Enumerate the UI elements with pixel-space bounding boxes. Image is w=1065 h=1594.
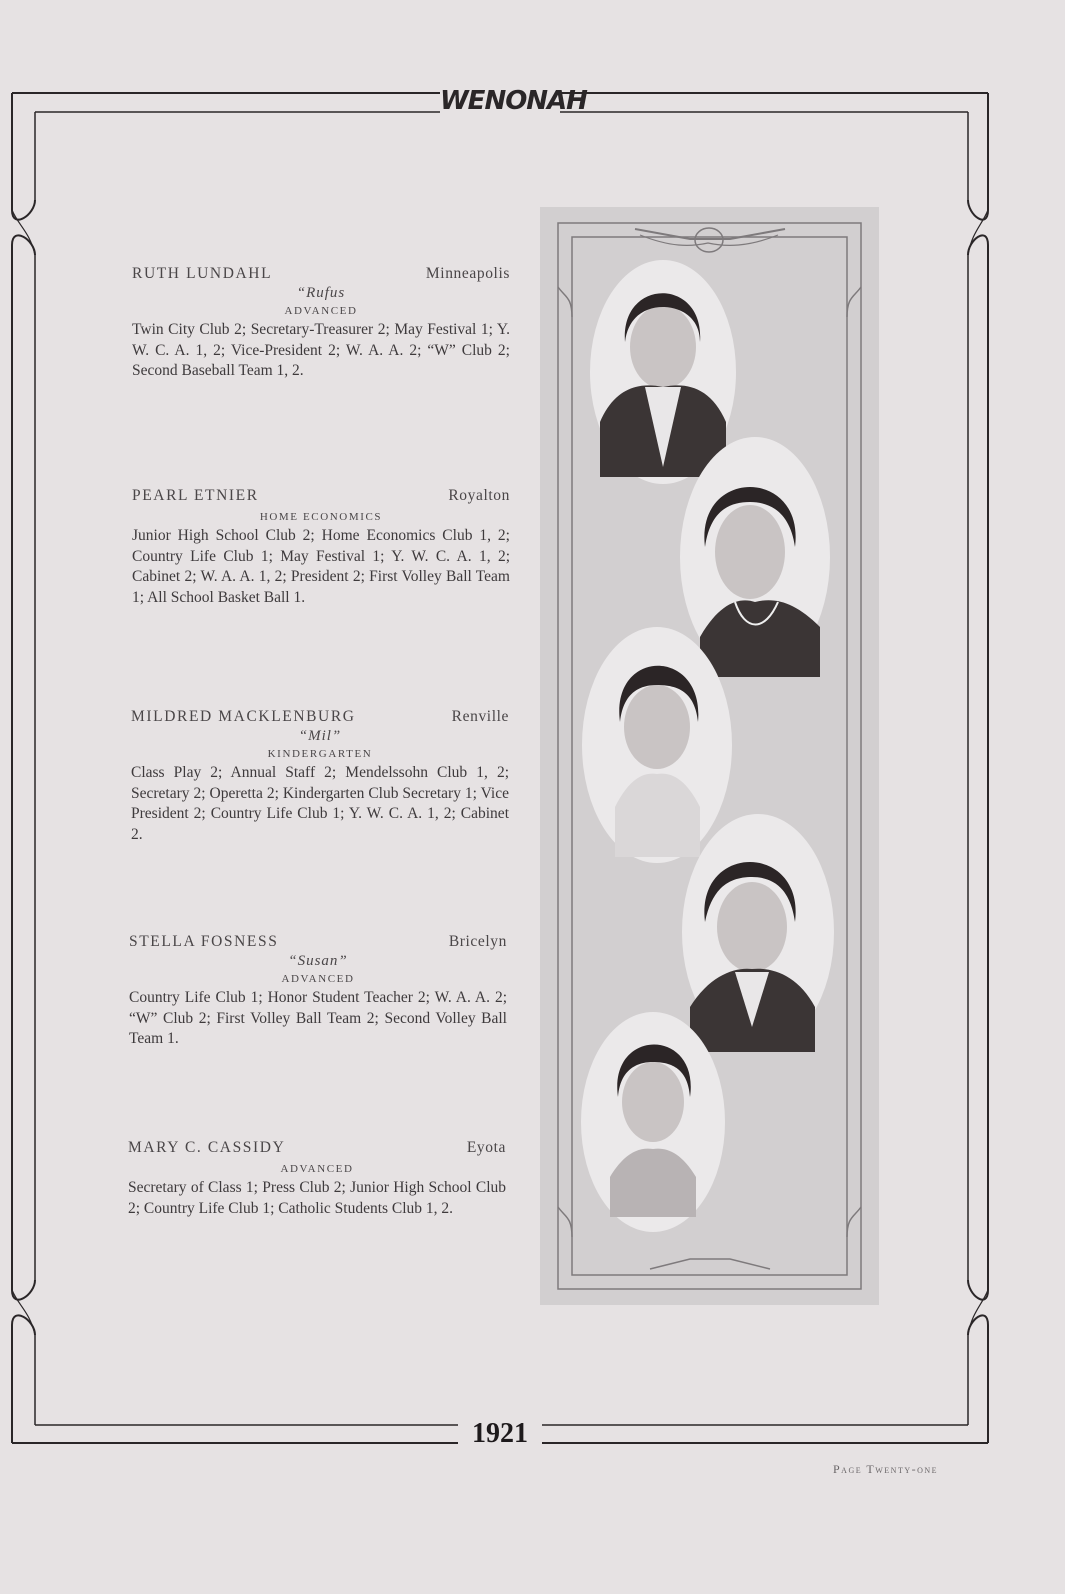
student-activities: Secretary of Class 1; Press Club 2; Junior High School Club 2; Country Life Club 1; Catholic Students Club 1, 2. (128, 1179, 506, 1217)
portrait-photo (582, 627, 732, 863)
student-hometown: Bricelyn (448, 933, 507, 950)
portrait-photo (680, 437, 830, 677)
student-nickname: “Rufus (296, 285, 346, 301)
page-number: Page Twenty-one (833, 1462, 939, 1476)
student-course: KINDERGARTEN (267, 748, 373, 760)
student-name: STELLA FOSNESS (129, 933, 279, 950)
yearbook-title: WENONAH (440, 86, 587, 116)
student-name: MARY C. CASSIDY (128, 1139, 286, 1156)
student-name: MILDRED MACKLENBURG (131, 708, 356, 725)
student-activities: Country Life Club 1; Honor Student Teacher 2; W. A. A. 2; “W” Club 2; First Volley Ball Team 2; Second Volley Ball Team 1. (129, 989, 507, 1047)
student-entry (129, 933, 507, 1050)
panel-ornament (540, 207, 879, 1305)
student-course: ADVANCED (280, 1163, 354, 1175)
student-course: ADVANCED (284, 305, 358, 317)
portrait-panel (540, 207, 879, 1305)
student-hometown: Minneapolis (425, 265, 510, 282)
student-hometown: Renville (451, 708, 509, 725)
student-course: ADVANCED (281, 973, 355, 985)
student-course: HOME ECONOMICS (259, 511, 383, 523)
student-name: RUTH LUNDAHL (132, 265, 273, 282)
student-nickname: “Susan” (288, 953, 348, 969)
student-hometown: Eyota (466, 1139, 506, 1156)
portrait-photo (682, 814, 834, 1052)
student-entry (132, 265, 510, 382)
student-activities: Junior High School Club 2; Home Economics Club 1, 2; Country Life Club 1; May Festival 1; Y. W. C. A. 1, 2; Cabinet 2; W. A. A. 1, 2; President 2; First Volley Ball Team 1; All School Basket Ball 1. (132, 527, 510, 606)
student-hometown: Royalton (448, 487, 510, 504)
student-entry (128, 1139, 506, 1219)
yearbook-year: 1921 (458, 1418, 542, 1450)
student-nickname: “Mil” (298, 728, 342, 744)
student-entry (131, 708, 509, 845)
portrait-photo (581, 1012, 725, 1232)
student-activities: Twin City Club 2; Secretary-Treasurer 2; May Festival 1; Y. W. C. A. 1, 2; Vice-President 2; W. A. A. 2; “W” Club 2; Second Baseball Team 1, 2. (132, 321, 510, 379)
portrait-photo (590, 260, 736, 484)
student-name: PEARL ETNIER (132, 487, 259, 504)
student-entry (132, 487, 510, 608)
student-activities: Class Play 2; Annual Staff 2; Mendelssohn Club 1, 2; Secretary 2; Operetta 2; Kindergarten Club Secretary 1; Vice President 2; Country Life Club 1; Y. W. C. A. 1, 2; Cabinet 2. (131, 764, 509, 843)
